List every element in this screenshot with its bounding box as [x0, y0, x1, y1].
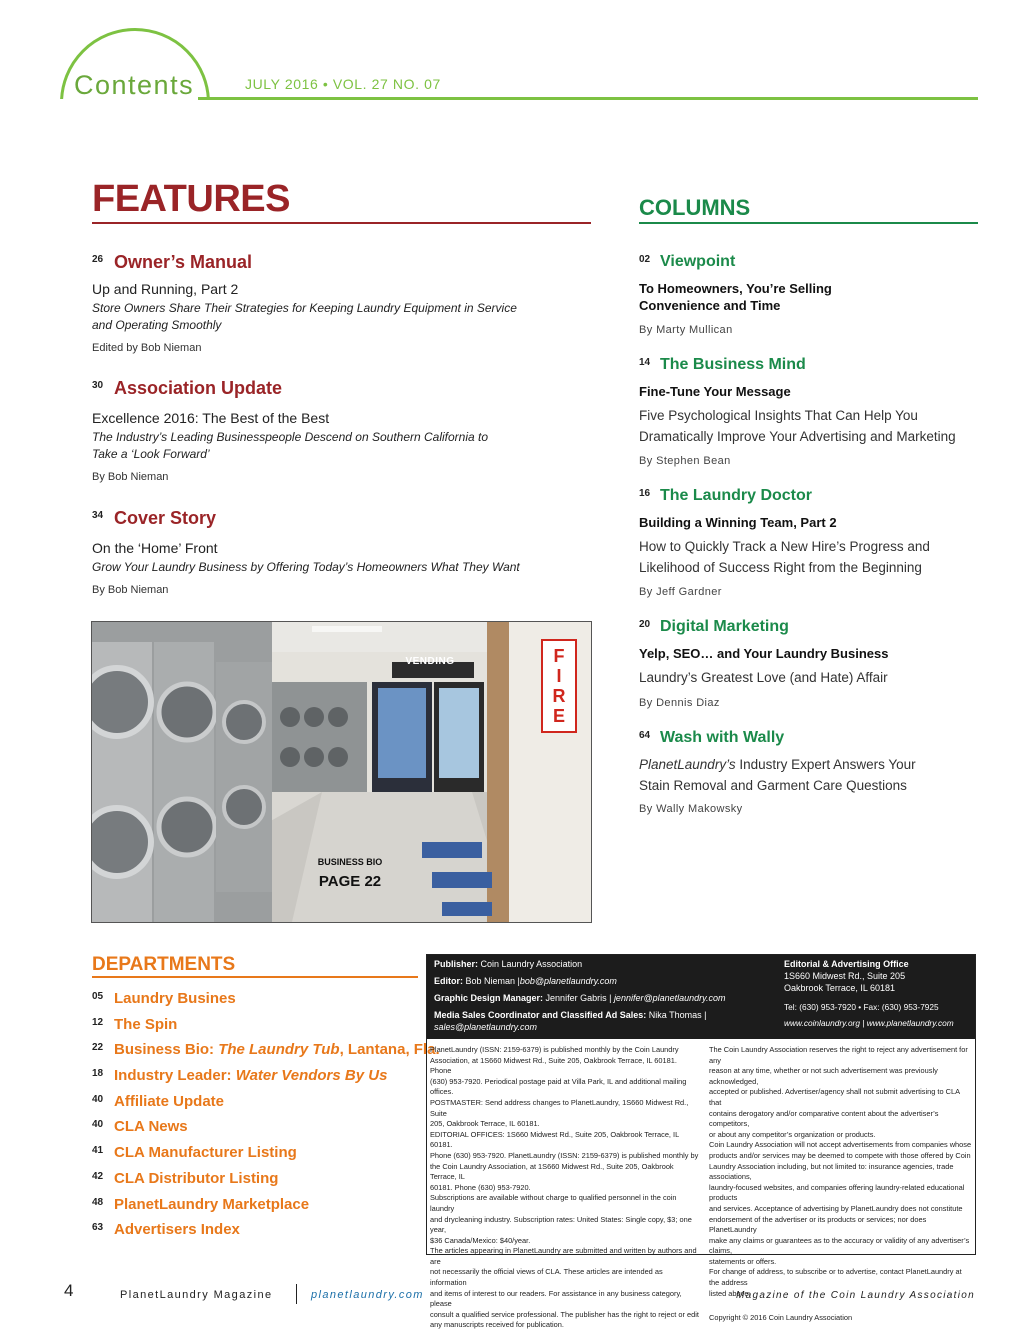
fine-line: and services. Acceptance of advertising by PlanetLaundry does not constitute — [709, 1203, 963, 1213]
feature-page: 26 — [92, 254, 104, 265]
dept-title[interactable] — [114, 1041, 440, 1058]
fine-line: any manuscripts received for publication. — [430, 1320, 564, 1330]
mast-left-fine — [430, 1045, 700, 1331]
fine-line: make any claims or guarantees as to the accuracy or validity of any advertiser’s claims, — [709, 1235, 970, 1256]
column-desc: How to Quickly Track a New Hire’s Progress and — [639, 539, 930, 554]
svg-text:I: I — [556, 666, 562, 686]
feature-page: 30 — [92, 380, 104, 391]
feature-title[interactable]: Owner’s Manual — [114, 252, 253, 272]
column-byline: By Jeff Gardner — [639, 586, 722, 598]
column-desc: Dramatically Improve Your Advertising and Marketing — [639, 429, 956, 444]
column-title[interactable]: The Business Mind — [660, 356, 806, 373]
feature-subtitle: On the ‘Home’ Front — [92, 540, 218, 556]
column-desc — [639, 754, 916, 775]
mast-office-address: Oakbrook Terrace, IL 60181 — [784, 983, 896, 993]
mast-media-email[interactable]: sales@planetlaundry.com — [434, 1022, 538, 1032]
fine-line: EDITORIAL OFFICES: 1S660 Midwest Rd., Suite 205, Oakbrook Terrace, IL 60181. — [430, 1129, 679, 1150]
fine-line: Phone (630) 953-7920. PlanetLaundry (ISSN: 2159-6379) is published monthly by — [430, 1150, 699, 1160]
fine-line: PlanetLaundry (ISSN: 2159-6379) is published monthly by the Coin Laundry — [430, 1045, 679, 1054]
dept-title-after: , Lantana, Fla. — [339, 1041, 440, 1058]
feature-title[interactable]: Association Update — [114, 378, 283, 398]
laundromat-photo — [91, 621, 592, 923]
column-desc-italic: PlanetLaundry’s — [639, 757, 736, 772]
dept-title-main: Business Bio: — [114, 1041, 219, 1058]
dept-title[interactable] — [114, 1067, 387, 1084]
fine-line: 60181. Phone (630) 953-7920. — [430, 1182, 531, 1192]
fine-line: The Coin Laundry Association reserves the right to reject any advertisement for any — [709, 1045, 968, 1065]
fine-line: Association, at 1S660 Midwest Rd., Suite 205, Oakbrook Terrace, IL 60181. Phone — [430, 1055, 677, 1076]
fine-line: For change of address, to subscribe or to advertise, contact PlanetLaundry at the address — [709, 1267, 962, 1288]
feature-byline: By Bob Nieman — [92, 584, 169, 596]
photo-caption-small: BUSINESS BIO — [317, 857, 383, 867]
mast-media-label: Media Sales Coordinator and Classified Ad Sales: — [434, 1010, 647, 1020]
footer-url[interactable]: planetlaundry.com — [311, 1289, 424, 1301]
feature-subtitle: Excellence 2016: The Best of the Best — [92, 410, 330, 426]
fine-line: POSTMASTER: Send address changes to PlanetLaundry, 1S660 Midwest Rd., Suite — [430, 1097, 689, 1118]
mast-editor-value: Bob Nieman | — [465, 976, 520, 986]
dept-page: 05 — [92, 991, 104, 1002]
column-desc: Laundry’s Greatest Love (and Hate) Affair — [639, 670, 888, 685]
dept-title[interactable]: CLA News — [114, 1118, 188, 1135]
dept-page: 42 — [92, 1171, 104, 1182]
mast-office-address: 1S660 Midwest Rd., Suite 205 — [784, 971, 906, 981]
mast-design-value: Jennifer Gabris | — [545, 993, 612, 1003]
column-page: 02 — [639, 254, 651, 265]
fine-line: products and/or services may be deemed to compete with those offered by Coin — [709, 1150, 971, 1160]
columns-heading: COLUMNS — [639, 195, 751, 220]
dept-title[interactable]: PlanetLaundry Marketplace — [114, 1196, 310, 1213]
fine-spacer — [709, 1299, 973, 1313]
dept-page: 40 — [92, 1094, 104, 1105]
header-arc — [60, 28, 210, 178]
features-heading: FEATURES — [92, 178, 290, 220]
column-desc-rest: Industry Expert Answers Your — [735, 757, 916, 772]
fine-line: consult a qualified service professional. The publisher has the right to reject or edit — [430, 1309, 699, 1319]
feature-desc: Store Owners Share Their Strategies for Keeping Laundry Equipment in Service — [92, 301, 517, 315]
footer-divider — [296, 1284, 297, 1304]
mast-office-phone: Tel: (630) 953-7920 • Fax: (630) 953-7925 — [784, 1002, 939, 1012]
column-title[interactable]: Viewpoint — [660, 253, 736, 270]
column-page: 14 — [639, 357, 651, 368]
header-rule — [198, 97, 978, 100]
column-page: 64 — [639, 730, 651, 741]
svg-text:R: R — [552, 686, 566, 706]
dept-title[interactable]: CLA Distributor Listing — [114, 1170, 279, 1187]
footer-magazine-name: PlanetLaundry Magazine — [120, 1289, 273, 1301]
page-number: 4 — [64, 1281, 74, 1300]
departments-heading: DEPARTMENTS — [92, 954, 236, 975]
column-byline: By Dennis Diaz — [639, 697, 720, 709]
column-desc: Likelihood of Success Right from the Beginning — [639, 560, 922, 575]
dept-page: 48 — [92, 1197, 104, 1208]
feature-desc: and Operating Smoothly — [92, 318, 222, 332]
fine-line: 205, Oakbrook Terrace, IL 60181. — [430, 1119, 540, 1129]
fine-line: reason at any time, whether or not such advertisement was previously acknowledged, — [709, 1066, 938, 1086]
mast-design-email[interactable]: jennifer@planetlaundry.com — [613, 993, 726, 1003]
fine-line: The articles appearing in PlanetLaundry are submitted and written by authors and are — [430, 1246, 697, 1266]
fine-line: or about any competitor’s organization or products. — [709, 1129, 876, 1139]
fine-line: listed above. — [709, 1288, 751, 1298]
features-rule — [92, 222, 591, 224]
fine-line: $36 Canada/Mexico: $40/year. — [430, 1235, 531, 1245]
fine-line: statements or offers. — [709, 1256, 777, 1266]
issue-info: JULY 2016 • VOL. 27 NO. 07 — [245, 76, 441, 92]
fine-line: and drycleaning industry. Subscription rates: United States: Single copy, $3; one year, — [430, 1214, 692, 1235]
mast-design — [434, 992, 725, 1004]
dept-title-italic: The Laundry Tub — [218, 1041, 340, 1058]
mast-publisher — [434, 958, 582, 970]
fine-line: not necessarily the official views of CLA. These articles are intended as information — [430, 1267, 663, 1288]
column-subtitle: Yelp, SEO… and Your Laundry Business — [639, 646, 889, 661]
mast-design-label: Graphic Design Manager: — [434, 993, 544, 1003]
fine-line: Coin Laundry Association will not accept advertisements from companies whose — [709, 1140, 972, 1150]
fine-line: Laundry Association including, but not limited to: insurance agencies, trade associations, — [709, 1161, 954, 1182]
feature-page: 34 — [92, 510, 104, 521]
page-title: Contents — [74, 70, 195, 100]
feature-byline: Edited by Bob Nieman — [92, 342, 202, 354]
dept-page: 22 — [92, 1042, 104, 1053]
dept-page: 41 — [92, 1145, 104, 1156]
mast-media — [434, 1009, 774, 1033]
mast-editor-label: Editor: — [434, 976, 463, 986]
feature-title[interactable]: Cover Story — [114, 508, 217, 528]
mast-office-web[interactable]: www.coinlaundry.org | www.planetlaundry.com — [784, 1018, 954, 1028]
column-page: 20 — [639, 619, 651, 630]
footer-association: Magazine of the Coin Laundry Association — [736, 1290, 975, 1301]
feature-desc: Take a ‘Look Forward’ — [92, 447, 210, 461]
fine-line: the Coin Laundry Association, at 1S660 Midwest Rd., Suite 205, Oakbrook Terrace, IL — [430, 1161, 674, 1182]
column-desc: Stain Removal and Garment Care Questions — [639, 778, 907, 793]
dept-title[interactable]: CLA Manufacturer Listing — [114, 1144, 297, 1161]
vending-sign: VENDING — [405, 656, 455, 667]
mast-right-fine — [709, 1045, 973, 1324]
dept-page: 12 — [92, 1017, 104, 1028]
fine-line: (630) 953-7920. Periodical postage paid at Villa Park, IL and additional mailing offices. — [430, 1076, 687, 1097]
column-byline: By Marty Mullican — [639, 324, 733, 336]
mast-media-value: Nika Thomas | — [648, 1010, 707, 1020]
dept-page: 40 — [92, 1119, 104, 1130]
mast-publisher-label: Publisher: — [434, 959, 479, 969]
dept-title[interactable]: Laundry Busines — [114, 990, 236, 1007]
dept-title[interactable]: Affiliate Update — [114, 1093, 225, 1110]
columns-rule — [639, 222, 978, 224]
feature-desc: Grow Your Laundry Business by Offering Today’s Homeowners What They Want — [92, 560, 520, 574]
column-subtitle: Convenience and Time — [639, 298, 781, 313]
column-subtitle: Fine-Tune Your Message — [639, 384, 791, 399]
mast-publisher-value: Coin Laundry Association — [480, 959, 583, 969]
column-title[interactable]: The Laundry Doctor — [660, 487, 813, 504]
fine-line: contains derogatory and/or comparative content about the advertiser’s competitors, — [709, 1108, 939, 1129]
fine-line: laundry-focused websites, and companies offering laundry-related educational products — [709, 1182, 965, 1203]
column-subtitle: To Homeowners, You’re Selling — [639, 281, 832, 296]
column-title[interactable]: Wash with Wally — [660, 729, 785, 746]
mast-editor-email[interactable]: bob@planetlaundry.com — [519, 976, 617, 986]
dept-title-main: Industry Leader: — [114, 1067, 236, 1084]
departments-rule — [92, 976, 418, 978]
feature-byline: By Bob Nieman — [92, 471, 169, 483]
column-title[interactable]: Digital Marketing — [660, 618, 789, 635]
dept-title[interactable]: The Spin — [114, 1016, 178, 1033]
fine-line: and items of interest to our readers. For assistance in any business category, please — [430, 1288, 682, 1309]
mast-office-label: Editorial & Advertising Office — [784, 959, 909, 969]
mast-editor — [434, 975, 617, 987]
column-page: 16 — [639, 488, 651, 499]
column-subtitle: Building a Winning Team, Part 2 — [639, 515, 837, 530]
feature-desc: The Industry’s Leading Businesspeople Descend on Southern California to — [92, 430, 489, 444]
dept-title-italic: Water Vendors By Us — [235, 1067, 388, 1084]
column-byline: By Stephen Bean — [639, 455, 731, 467]
photo-caption-big: PAGE 22 — [318, 873, 382, 890]
fine-line: Subscriptions are available without charge to qualified personnel in the coin laundry — [430, 1193, 677, 1213]
dept-title[interactable]: Advertisers Index — [114, 1221, 240, 1238]
column-byline: By Wally Makowsky — [639, 803, 743, 815]
fine-line: endorsement of the advertiser or its products or services; nor does PlanetLaundry — [709, 1214, 927, 1235]
feature-subtitle: Up and Running, Part 2 — [92, 281, 239, 297]
column-desc: Five Psychological Insights That Can Help You — [639, 408, 918, 423]
dept-page: 18 — [92, 1068, 104, 1079]
dept-page: 63 — [92, 1222, 104, 1233]
svg-text:E: E — [552, 706, 566, 726]
svg-text:F: F — [553, 646, 565, 666]
fine-line: accepted or published. Advertiser/agency shall not submit advertising to CLA that — [709, 1087, 960, 1107]
copyright: Copyright © 2016 Coin Laundry Association — [709, 1313, 853, 1323]
